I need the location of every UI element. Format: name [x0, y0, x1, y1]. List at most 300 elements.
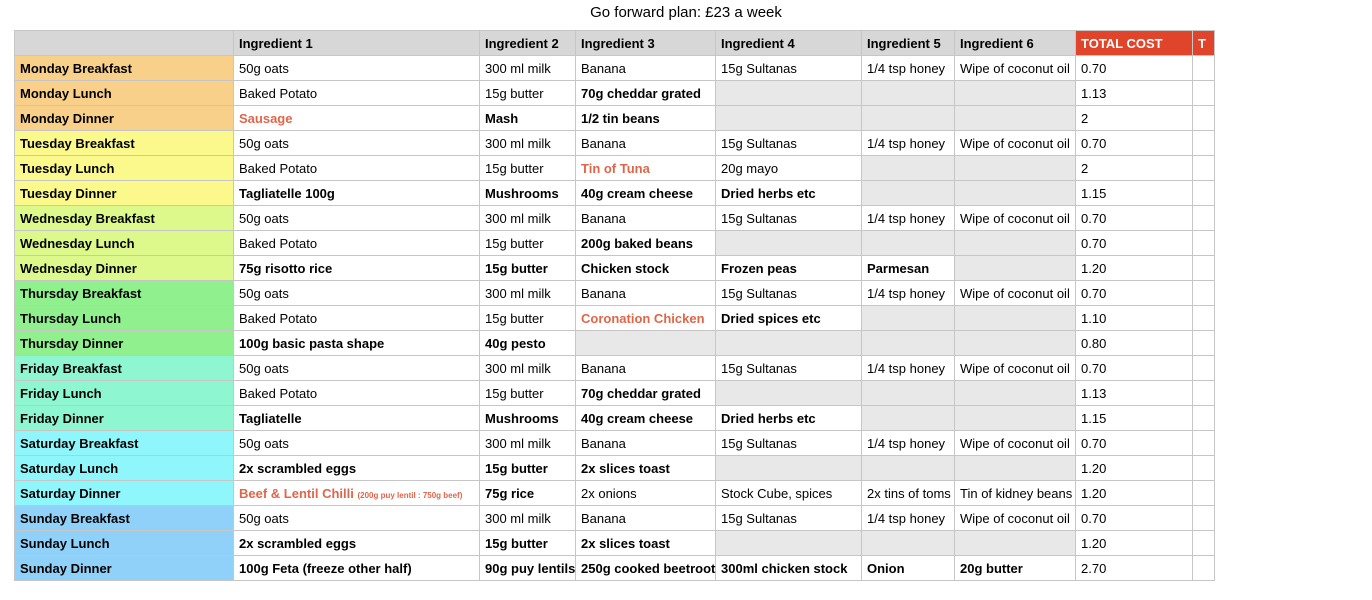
total-cost-cell[interactable]: 2 — [1076, 156, 1193, 181]
ingredient-2-cell[interactable] — [480, 481, 576, 506]
ingredient-3-cell[interactable] — [576, 156, 716, 181]
ingredient-6-cell[interactable] — [955, 81, 1076, 106]
meal-name-cell[interactable]: Sunday Breakfast — [15, 506, 234, 531]
ingredient-text: Baked Potato — [239, 85, 318, 101]
ingredient-text: Wipe of coconut oil — [960, 135, 1070, 151]
ingredient-text: 300 ml milk — [485, 210, 551, 226]
ingredient-text: Banana — [581, 210, 626, 226]
ingredient-text: Baked Potato — [239, 310, 318, 326]
total-cost-cell[interactable]: 1.13 — [1076, 81, 1193, 106]
ingredient-text: 300 ml milk — [485, 510, 551, 526]
ingredient-text: 2x scrambled eggs — [239, 535, 357, 551]
meal-name-cell[interactable]: Sunday Lunch — [15, 531, 234, 556]
ingredient-2-cell[interactable] — [480, 331, 576, 356]
total-cost-cell[interactable]: 1.10 — [1076, 306, 1193, 331]
ingredient-2-cell[interactable] — [480, 406, 576, 431]
ingredient-text: 75g risotto rice — [239, 260, 333, 276]
table-row — [15, 131, 1215, 156]
ingredient-text: Dried spices etc — [721, 310, 821, 326]
ingredient-2-cell[interactable] — [480, 556, 576, 581]
ingredient-text: Wipe of coconut oil — [960, 360, 1070, 376]
ingredient-text: 15g butter — [485, 535, 548, 551]
ingredient-4-cell[interactable] — [716, 506, 862, 531]
meal-name-cell[interactable]: Saturday Breakfast — [15, 431, 234, 456]
ingredient-5-cell[interactable] — [862, 381, 955, 406]
header-ingredient-2[interactable]: Ingredient 2 — [480, 31, 576, 56]
ingredient-1-cell[interactable] — [234, 406, 480, 431]
ingredient-4-cell[interactable] — [716, 181, 862, 206]
truncated-column-cell[interactable] — [1193, 256, 1215, 281]
ingredient-4-cell[interactable] — [716, 206, 862, 231]
ingredient-6-cell[interactable] — [955, 156, 1076, 181]
ingredient-1-cell[interactable] — [234, 206, 480, 231]
meal-name-cell[interactable]: Saturday Dinner — [15, 481, 234, 506]
ingredient-1-cell[interactable] — [234, 506, 480, 531]
ingredient-5-cell[interactable] — [862, 456, 955, 481]
ingredient-3-cell[interactable] — [576, 81, 716, 106]
truncated-column-cell[interactable] — [1193, 56, 1215, 81]
meal-name-cell[interactable]: Wednesday Dinner — [15, 256, 234, 281]
ingredient-text: 15g Sultanas — [721, 510, 797, 526]
meal-name-cell[interactable]: Monday Dinner — [15, 106, 234, 131]
ingredient-2-cell[interactable] — [480, 381, 576, 406]
ingredient-text: Wipe of coconut oil — [960, 510, 1070, 526]
total-cost-cell[interactable]: 0.70 — [1076, 431, 1193, 456]
ingredient-6-cell[interactable] — [955, 306, 1076, 331]
table-row — [15, 356, 1215, 381]
table-row — [15, 81, 1215, 106]
ingredient-text: 50g oats — [239, 210, 289, 226]
ingredient-text: 2x slices toast — [581, 535, 670, 551]
ingredient-2-cell[interactable] — [480, 131, 576, 156]
ingredient-text: 50g oats — [239, 285, 289, 301]
truncated-column-cell[interactable] — [1193, 131, 1215, 156]
ingredient-3-cell[interactable] — [576, 481, 716, 506]
ingredient-3-cell[interactable] — [576, 531, 716, 556]
header-total-cost[interactable]: TOTAL COST — [1076, 31, 1193, 56]
ingredient-2-cell[interactable] — [480, 531, 576, 556]
ingredient-2-cell[interactable] — [480, 256, 576, 281]
ingredient-4-cell[interactable] — [716, 331, 862, 356]
meal-name-cell[interactable]: Thursday Dinner — [15, 331, 234, 356]
truncated-column-cell[interactable] — [1193, 206, 1215, 231]
ingredient-text: Banana — [581, 285, 626, 301]
header-ingredient-1[interactable]: Ingredient 1 — [234, 31, 480, 56]
truncated-column-cell[interactable] — [1193, 281, 1215, 306]
total-cost-cell[interactable]: 1.20 — [1076, 531, 1193, 556]
ingredient-text: 75g rice — [485, 485, 535, 501]
ingredient-text: Tagliatelle — [239, 410, 302, 426]
truncated-column-cell[interactable] — [1193, 181, 1215, 206]
ingredient-3-cell[interactable] — [576, 331, 716, 356]
header-ingredient-4[interactable]: Ingredient 4 — [716, 31, 862, 56]
ingredient-text: 15g butter — [485, 235, 544, 251]
truncated-column-cell[interactable] — [1193, 331, 1215, 356]
ingredient-text: Dried herbs etc — [721, 410, 816, 426]
ingredient-text: Banana — [581, 60, 626, 76]
ingredient-1-cell[interactable] — [234, 456, 480, 481]
ingredient-1-cell[interactable] — [234, 331, 480, 356]
ingredient-text: 50g oats — [239, 360, 289, 376]
truncated-column-cell[interactable] — [1193, 456, 1215, 481]
ingredient-5-cell[interactable] — [862, 81, 955, 106]
truncated-column-cell[interactable] — [1193, 381, 1215, 406]
truncated-column-cell[interactable] — [1193, 531, 1215, 556]
ingredient-1-cell[interactable] — [234, 556, 480, 581]
ingredient-5-cell[interactable] — [862, 131, 955, 156]
ingredient-4-cell[interactable] — [716, 406, 862, 431]
ingredient-text: 100g basic pasta shape — [239, 335, 385, 351]
ingredient-1-cell[interactable] — [234, 481, 480, 506]
truncated-column-cell[interactable] — [1193, 231, 1215, 256]
ingredient-5-cell[interactable] — [862, 106, 955, 131]
ingredient-text: 50g oats — [239, 135, 289, 151]
ingredient-text: 1/4 tsp honey — [867, 435, 946, 451]
meal-name-cell[interactable]: Friday Dinner — [15, 406, 234, 431]
ingredient-3-cell[interactable] — [576, 56, 716, 81]
total-cost-cell[interactable]: 2 — [1076, 106, 1193, 131]
ingredient-6-cell[interactable] — [955, 181, 1076, 206]
ingredient-text: Banana — [581, 435, 626, 451]
ingredient-text: 50g oats — [239, 60, 289, 76]
total-cost-cell[interactable]: 2.70 — [1076, 556, 1193, 581]
ingredient-5-cell[interactable] — [862, 281, 955, 306]
header-ingredient-3[interactable]: Ingredient 3 — [576, 31, 716, 56]
table-row — [15, 381, 1215, 406]
ingredient-4-cell[interactable] — [716, 106, 862, 131]
ingredient-text: Wipe of coconut oil — [960, 435, 1070, 451]
ingredient-3-cell[interactable] — [576, 106, 716, 131]
ingredient-5-cell[interactable] — [862, 181, 955, 206]
ingredient-text: 40g pesto — [485, 335, 546, 351]
truncated-column-cell[interactable] — [1193, 156, 1215, 181]
ingredient-6-cell[interactable] — [955, 431, 1076, 456]
truncated-column-cell[interactable] — [1193, 506, 1215, 531]
ingredient-6-cell[interactable] — [955, 556, 1076, 581]
table-row — [15, 481, 1215, 506]
ingredient-text: Stock Cube, spices — [721, 485, 833, 501]
table-row — [15, 331, 1215, 356]
ingredient-3-cell[interactable] — [576, 431, 716, 456]
ingredient-text: Baked Potato — [239, 385, 318, 401]
table-row — [15, 406, 1215, 431]
ingredient-4-cell[interactable] — [716, 381, 862, 406]
ingredient-5-cell[interactable] — [862, 431, 955, 456]
ingredient-4-cell[interactable] — [716, 56, 862, 81]
ingredient-text: 15g butter — [485, 460, 548, 476]
total-cost-cell[interactable]: 1.13 — [1076, 381, 1193, 406]
ingredient-2-cell[interactable] — [480, 306, 576, 331]
meal-name-cell[interactable]: Thursday Lunch — [15, 306, 234, 331]
ingredient-text: 300 ml milk — [485, 285, 551, 301]
truncated-column-cell[interactable] — [1193, 81, 1215, 106]
ingredient-3-cell[interactable] — [576, 381, 716, 406]
ingredient-4-cell[interactable] — [716, 156, 862, 181]
meal-name-cell[interactable]: Saturday Lunch — [15, 456, 234, 481]
meal-plan-table — [14, 30, 1215, 581]
ingredient-text: 200g baked beans — [581, 235, 693, 251]
ingredient-2-cell[interactable] — [480, 456, 576, 481]
ingredient-5-cell[interactable] — [862, 481, 955, 506]
ingredient-text: 300 ml milk — [485, 360, 551, 376]
table-row — [15, 456, 1215, 481]
ingredient-1-cell[interactable] — [234, 281, 480, 306]
ingredient-text: Frozen peas — [721, 260, 797, 276]
ingredient-text: 20g butter — [960, 560, 1023, 576]
meal-name-cell[interactable]: Friday Lunch — [15, 381, 234, 406]
ingredient-4-cell[interactable] — [716, 306, 862, 331]
meal-name-cell[interactable]: Monday Lunch — [15, 81, 234, 106]
ingredient-text: Banana — [581, 510, 626, 526]
meal-name-cell[interactable]: Wednesday Breakfast — [15, 206, 234, 231]
table-row — [15, 56, 1215, 81]
ingredient-text: 15g butter — [485, 310, 544, 326]
total-cost-cell[interactable]: 0.70 — [1076, 231, 1193, 256]
ingredient-1-cell[interactable] — [234, 356, 480, 381]
ingredient-text: 2x onions — [581, 485, 637, 501]
table-row — [15, 256, 1215, 281]
ingredient-6-cell[interactable] — [955, 281, 1076, 306]
ingredient-4-cell[interactable] — [716, 81, 862, 106]
ingredient-text: 15g Sultanas — [721, 135, 797, 151]
ingredient-text: Mushrooms — [485, 185, 559, 201]
ingredient-6-cell[interactable] — [955, 256, 1076, 281]
ingredient-6-cell[interactable] — [955, 381, 1076, 406]
meal-name-cell[interactable]: Thursday Breakfast — [15, 281, 234, 306]
ingredient-2-cell[interactable] — [480, 56, 576, 81]
total-cost-cell[interactable]: 0.70 — [1076, 56, 1193, 81]
ingredient-text: Mash — [485, 110, 519, 126]
total-cost-cell[interactable]: 0.70 — [1076, 281, 1193, 306]
ingredient-2-cell[interactable] — [480, 231, 576, 256]
ingredient-text: Beef & Lentil Chilli — [239, 485, 354, 501]
ingredient-text: 1/4 tsp honey — [867, 285, 946, 301]
ingredient-3-cell[interactable] — [576, 281, 716, 306]
ingredient-2-cell[interactable] — [480, 206, 576, 231]
ingredient-1-cell[interactable] — [234, 256, 480, 281]
meal-name-cell[interactable]: Monday Breakfast — [15, 56, 234, 81]
ingredient-text: Wipe of coconut oil — [960, 210, 1070, 226]
ingredient-5-cell[interactable] — [862, 256, 955, 281]
ingredient-text: 15g butter — [485, 85, 544, 101]
ingredient-3-cell[interactable] — [576, 131, 716, 156]
total-cost-cell[interactable]: 0.70 — [1076, 206, 1193, 231]
ingredient-text: Wipe of coconut oil — [960, 60, 1070, 76]
table-row — [15, 556, 1215, 581]
ingredient-6-cell[interactable] — [955, 506, 1076, 531]
ingredient-3-cell[interactable] — [576, 406, 716, 431]
ingredient-5-cell[interactable] — [862, 556, 955, 581]
ingredient-text: 300 ml milk — [485, 435, 551, 451]
ingredient-text: 50g oats — [239, 510, 289, 526]
ingredient-text: 70g cheddar grated — [581, 85, 701, 101]
total-cost-cell[interactable]: 0.70 — [1076, 506, 1193, 531]
total-cost-cell[interactable]: 0.70 — [1076, 356, 1193, 381]
ingredient-text: 1/2 tin beans — [581, 110, 660, 126]
header-ingredient-5[interactable]: Ingredient 5 — [862, 31, 955, 56]
ingredient-3-cell[interactable] — [576, 356, 716, 381]
ingredient-3-cell[interactable] — [576, 456, 716, 481]
ingredient-5-cell[interactable] — [862, 406, 955, 431]
ingredient-4-cell[interactable] — [716, 431, 862, 456]
ingredient-text: Banana — [581, 360, 626, 376]
truncated-column-cell[interactable] — [1193, 556, 1215, 581]
table-row — [15, 156, 1215, 181]
ingredient-text: Coronation Chicken — [581, 310, 705, 326]
header-ingredient-6[interactable]: Ingredient 6 — [955, 31, 1076, 56]
ingredient-4-cell[interactable] — [716, 356, 862, 381]
ingredient-6-cell[interactable] — [955, 131, 1076, 156]
ingredient-1-cell[interactable] — [234, 156, 480, 181]
ingredient-4-cell[interactable] — [716, 231, 862, 256]
ingredient-3-cell[interactable] — [576, 506, 716, 531]
ingredient-1-cell[interactable] — [234, 306, 480, 331]
ingredient-text: 15g butter — [485, 160, 544, 176]
ingredient-2-cell[interactable] — [480, 506, 576, 531]
ingredient-text: 300 ml milk — [485, 60, 551, 76]
total-cost-cell[interactable]: 0.80 — [1076, 331, 1193, 356]
ingredient-text: Banana — [581, 135, 626, 151]
meal-name-cell[interactable]: Sunday Dinner — [15, 556, 234, 581]
ingredient-1-cell[interactable] — [234, 106, 480, 131]
total-cost-cell[interactable]: 1.20 — [1076, 256, 1193, 281]
ingredient-text: 1/4 tsp honey — [867, 60, 946, 76]
table-row — [15, 306, 1215, 331]
total-cost-cell[interactable]: 1.15 — [1076, 406, 1193, 431]
ingredient-5-cell[interactable] — [862, 356, 955, 381]
ingredient-2-cell[interactable] — [480, 431, 576, 456]
ingredient-text: 250g cooked beetroot — [581, 560, 716, 576]
total-cost-cell[interactable]: 1.20 — [1076, 456, 1193, 481]
meal-name-cell[interactable]: Tuesday Dinner — [15, 181, 234, 206]
ingredient-text: Tin of Tuna — [581, 160, 650, 176]
ingredient-text: 1/4 tsp honey — [867, 510, 946, 526]
ingredient-1-cell[interactable] — [234, 81, 480, 106]
table-row — [15, 281, 1215, 306]
ingredient-text: 300ml chicken stock — [721, 560, 848, 576]
ingredient-4-cell[interactable] — [716, 531, 862, 556]
meal-name-cell[interactable]: Tuesday Lunch — [15, 156, 234, 181]
ingredient-6-cell[interactable] — [955, 356, 1076, 381]
ingredient-text: Onion — [867, 560, 905, 576]
ingredient-1-cell[interactable] — [234, 531, 480, 556]
ingredient-3-cell[interactable] — [576, 306, 716, 331]
ingredient-3-cell[interactable] — [576, 556, 716, 581]
meal-name-cell[interactable]: Tuesday Breakfast — [15, 131, 234, 156]
ingredient-2-cell[interactable] — [480, 356, 576, 381]
ingredient-text: 15g Sultanas — [721, 60, 797, 76]
table-row — [15, 506, 1215, 531]
ingredient-6-cell[interactable] — [955, 56, 1076, 81]
ingredient-4-cell[interactable] — [716, 281, 862, 306]
ingredient-1-cell[interactable] — [234, 131, 480, 156]
ingredient-5-cell[interactable] — [862, 231, 955, 256]
total-cost-cell[interactable]: 1.20 — [1076, 481, 1193, 506]
ingredient-text: 15g Sultanas — [721, 360, 797, 376]
ingredient-5-cell[interactable] — [862, 331, 955, 356]
ingredient-1-cell[interactable] — [234, 56, 480, 81]
ingredient-3-cell[interactable] — [576, 206, 716, 231]
ingredient-6-cell[interactable] — [955, 406, 1076, 431]
ingredient-text: Wipe of coconut oil — [960, 285, 1070, 301]
ingredient-4-cell[interactable] — [716, 131, 862, 156]
ingredient-text: 90g puy lentils — [485, 560, 576, 576]
ingredient-4-cell[interactable] — [716, 481, 862, 506]
truncated-column-cell[interactable] — [1193, 406, 1215, 431]
ingredient-5-cell[interactable] — [862, 506, 955, 531]
ingredient-text: 15g butter — [485, 385, 544, 401]
ingredient-4-cell[interactable] — [716, 256, 862, 281]
ingredient-text: Baked Potato — [239, 235, 318, 251]
ingredient-text: 40g cream cheese — [581, 185, 694, 201]
ingredient-text: Tin of kidney beans — [960, 485, 1073, 501]
ingredient-note: (200g puy lentil : 750g beef) — [357, 490, 463, 500]
truncated-column-cell[interactable] — [1193, 481, 1215, 506]
ingredient-1-cell[interactable] — [234, 381, 480, 406]
truncated-column-cell[interactable] — [1193, 431, 1215, 456]
ingredient-2-cell[interactable] — [480, 181, 576, 206]
ingredient-text: 70g cheddar grated — [581, 385, 701, 401]
ingredient-6-cell[interactable] — [955, 456, 1076, 481]
table-row — [15, 431, 1215, 456]
ingredient-6-cell[interactable] — [955, 231, 1076, 256]
ingredient-6-cell[interactable] — [955, 481, 1076, 506]
ingredient-6-cell[interactable] — [955, 106, 1076, 131]
ingredient-text: 15g butter — [485, 260, 548, 276]
ingredient-4-cell[interactable] — [716, 556, 862, 581]
table-row — [15, 181, 1215, 206]
ingredient-6-cell[interactable] — [955, 206, 1076, 231]
truncated-column-cell[interactable] — [1193, 106, 1215, 131]
ingredient-text: 2x slices toast — [581, 460, 670, 476]
header-meal[interactable] — [15, 31, 234, 56]
ingredient-4-cell[interactable] — [716, 456, 862, 481]
ingredient-5-cell[interactable] — [862, 531, 955, 556]
ingredient-1-cell[interactable] — [234, 181, 480, 206]
ingredient-5-cell[interactable] — [862, 206, 955, 231]
ingredient-2-cell[interactable] — [480, 281, 576, 306]
ingredient-text: 2x tins of toms — [867, 485, 951, 501]
ingredient-text: 1/4 tsp honey — [867, 135, 946, 151]
ingredient-text: 1/4 tsp honey — [867, 360, 946, 376]
meal-name-cell[interactable]: Wednesday Lunch — [15, 231, 234, 256]
total-cost-cell[interactable]: 1.15 — [1076, 181, 1193, 206]
header-row — [15, 31, 1215, 56]
ingredient-3-cell[interactable] — [576, 181, 716, 206]
truncated-column-cell[interactable] — [1193, 356, 1215, 381]
ingredient-5-cell[interactable] — [862, 56, 955, 81]
truncated-column-cell[interactable] — [1193, 306, 1215, 331]
ingredient-text: 15g Sultanas — [721, 285, 797, 301]
meal-name-cell[interactable]: Friday Breakfast — [15, 356, 234, 381]
ingredient-3-cell[interactable] — [576, 256, 716, 281]
ingredient-text: 15g Sultanas — [721, 210, 797, 226]
ingredient-1-cell[interactable] — [234, 431, 480, 456]
ingredient-2-cell[interactable] — [480, 156, 576, 181]
ingredient-2-cell[interactable] — [480, 106, 576, 131]
ingredient-5-cell[interactable] — [862, 306, 955, 331]
table-row — [15, 231, 1215, 256]
total-cost-cell[interactable]: 0.70 — [1076, 131, 1193, 156]
ingredient-1-cell[interactable] — [234, 231, 480, 256]
ingredient-6-cell[interactable] — [955, 531, 1076, 556]
ingredient-text: 15g Sultanas — [721, 435, 797, 451]
ingredient-3-cell[interactable] — [576, 231, 716, 256]
ingredient-6-cell[interactable] — [955, 331, 1076, 356]
ingredient-2-cell[interactable] — [480, 81, 576, 106]
header-truncated[interactable]: T — [1193, 31, 1215, 56]
ingredient-5-cell[interactable] — [862, 156, 955, 181]
